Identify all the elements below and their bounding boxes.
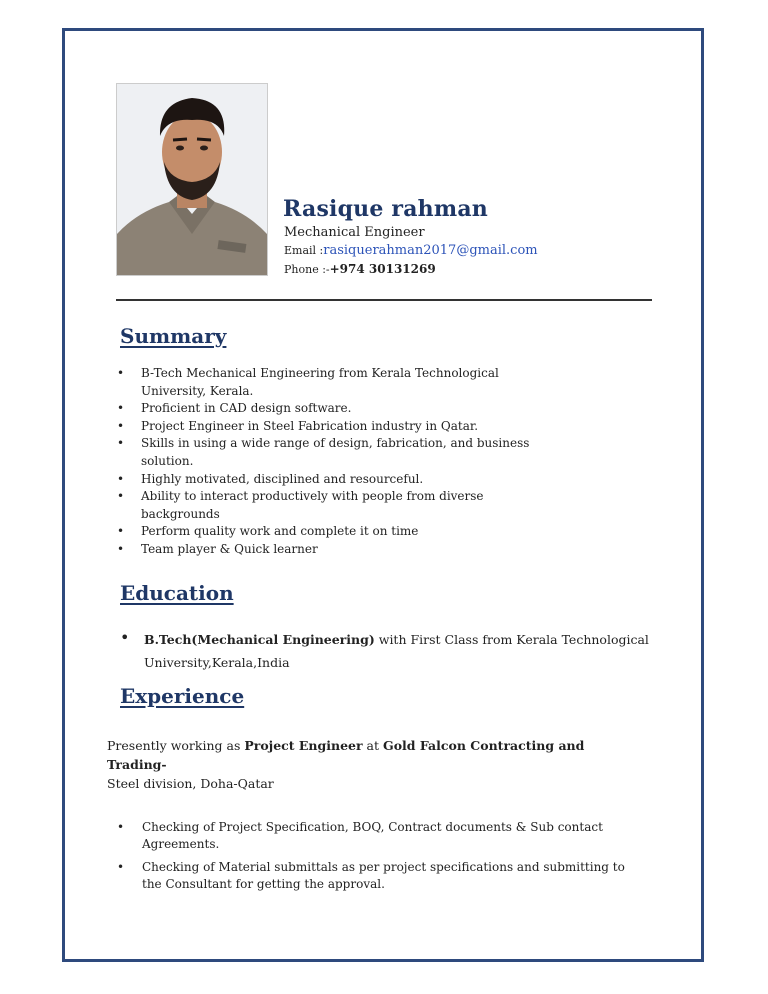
header-divider: [116, 299, 652, 301]
phone-number: +974 30131269: [329, 262, 436, 276]
experience-heading: Experience: [120, 684, 245, 708]
summary-item: • Highly motivated, disciplined and resourceful.: [117, 471, 557, 489]
summary-item: • Ability to interact productively with people from diverse backgrounds: [117, 488, 557, 523]
education-heading: Education: [120, 581, 234, 605]
candidate-title: Mechanical Engineer: [284, 225, 425, 240]
phone-label: Phone :-: [284, 263, 330, 276]
education-item: [120, 628, 680, 674]
phone-line: [284, 262, 436, 276]
summary-heading: Summary: [120, 324, 227, 348]
candidate-name: Rasique rahman: [283, 196, 488, 222]
experience-item: • Checking of Material submittals as per project specifications and submitting to the Consultant for getting the approval.: [117, 859, 647, 893]
summary-item: • Perform quality work and complete it on time: [117, 523, 557, 541]
degree-details: with First Class from Kerala Technological University,Kerala,India: [144, 632, 649, 670]
summary-list: [117, 365, 557, 559]
degree: B.Tech(Mechanical Engineering): [144, 632, 375, 647]
bullet: •: [120, 628, 130, 647]
experience-intro: [107, 736, 647, 793]
intro-prefix: Presently working as: [107, 738, 245, 753]
intro-suffix: Steel division, Doha-Qatar: [107, 776, 274, 791]
experience-list: [117, 819, 647, 893]
profile-photo: [116, 83, 268, 276]
intro-mid: at: [362, 738, 384, 753]
email-link[interactable]: rasiquerahman2017@gmail.com: [323, 243, 538, 258]
company: Gold Falcon Contracting and Trading-: [107, 738, 585, 772]
summary-item: • Proficient in CAD design software.: [117, 400, 557, 418]
summary-item: • Project Engineer in Steel Fabrication industry in Qatar.: [117, 418, 557, 436]
experience-item: • Checking of Project Specification, BOQ, Contract documents & Sub contact Agreements.: [117, 819, 647, 853]
summary-item: • Skills in using a wide range of design, fabrication, and business solution.: [117, 435, 557, 470]
summary-item: • B-Tech Mechanical Engineering from Kerala Technological University, Kerala.: [117, 365, 557, 400]
email-line: [284, 243, 538, 258]
email-label: Email :: [284, 244, 324, 257]
position: Project Engineer: [244, 738, 363, 753]
summary-item: • Team player & Quick learner: [117, 541, 557, 559]
